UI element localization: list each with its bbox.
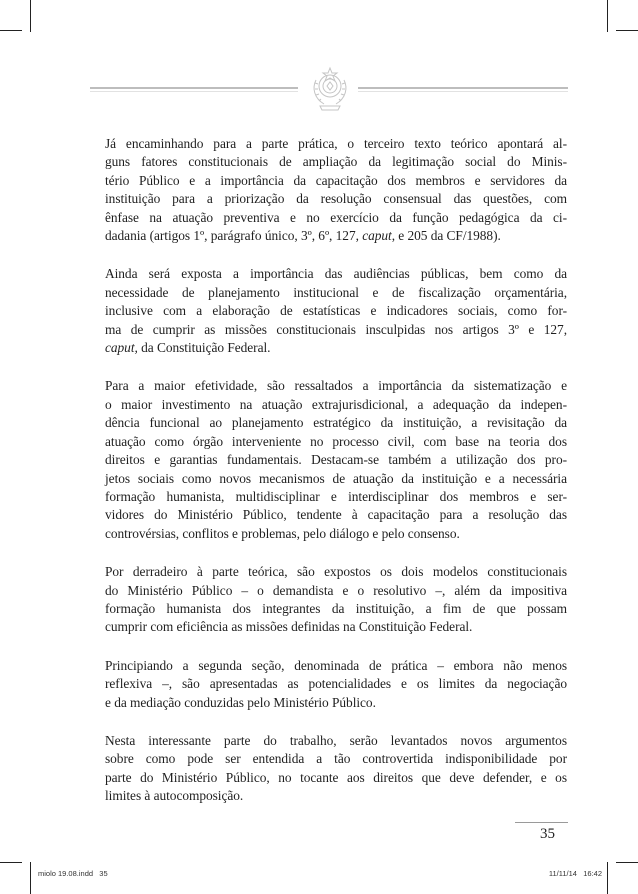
text-line: jetos sociais como novos mecanismos de atuação da instituição e a necessária [105, 470, 567, 486]
text-line: limites à autocomposição. [105, 788, 244, 804]
text-line: Ainda será exposta a importância das audiências públicas, bem como da [105, 266, 567, 282]
text-line: dadania (artigos 1º, parágrafo único, 3º, 6º, 127, caput, e 205 da CF/1988). [105, 228, 501, 244]
text-line: guns fatores constitucionais de ampliação da legitimação social do Minis- [105, 154, 567, 170]
text-line: Já encaminhando para a parte prática, o terceiro texto teórico apontará al- [105, 136, 567, 151]
crop-mark [30, 862, 31, 894]
paragraph [105, 732, 567, 806]
text-line: necessidade de planejamento institucional e de fiscalização orçamentária, [105, 284, 567, 300]
paragraph [105, 377, 567, 543]
text-line: instituição para a priorização da resolução consensual das questões, com [105, 191, 567, 207]
paragraph [105, 563, 567, 637]
print-timestamp: 11/11/14 16:42 [548, 869, 602, 878]
text-line: tério Público e a importância da capacitação dos membros e servidores da [105, 172, 567, 188]
print-file-info: miolo 19.08.indd 35 [38, 869, 108, 878]
text-line: dência funcional ao planejamento estratégico da instituição, a revisitação da [105, 415, 567, 431]
crop-mark [607, 0, 608, 32]
text-line: vidores do Ministério Público, tendente à capacitação para a resolução das [105, 507, 567, 523]
paragraph [105, 657, 567, 712]
body-text [105, 135, 567, 826]
crop-mark [616, 862, 638, 863]
text-line: controvérsias, conflitos e problemas, pelo diálogo e pelo consenso. [105, 525, 460, 541]
text-line: Nesta interessante parte do trabalho, serão levantados novos argumentos [105, 732, 567, 748]
text-line: parte do Ministério Público, no tocante aos direitos que deve defender, e os [105, 769, 567, 785]
text-line: direitos e garantias fundamentais. Destacam-se também a utilização dos pro- [105, 452, 567, 468]
text-line: e da mediação conduzidas pelo Ministério Público. [105, 694, 376, 710]
header-rule-right [358, 87, 568, 89]
paragraph [105, 265, 567, 357]
crop-mark [0, 30, 22, 31]
crop-mark [607, 862, 608, 894]
coat-of-arms-icon [306, 64, 354, 114]
text-line: sobre como pode ser entendida a tão controvertida indisponibilidade por [105, 751, 567, 767]
text-line: do Ministério Público – o demandista e o resolutivo –, além da impositiva [105, 582, 567, 598]
italic-term: caput, [105, 340, 138, 356]
text-line: atuação como órgão interveniente no processo civil, com base na teoria dos [105, 433, 567, 449]
header-rule-left [90, 87, 298, 89]
text-line: Por derradeiro à parte teórica, são expostos os dois modelos constitucionais [105, 564, 567, 580]
crop-mark [30, 0, 31, 32]
text-line: cumprir com eficiência as missões definidas na Constituição Federal. [105, 619, 473, 635]
text-line: Principiando a segunda seção, denominada de prática – embora não menos [105, 657, 567, 673]
page-number: 35 [540, 826, 555, 842]
italic-term: caput [362, 228, 392, 244]
text-line: Para a maior efetividade, são ressaltados a importância da sistematização e [105, 378, 567, 394]
text-line: ênfase na atuação preventiva e no exercício da função pedagógica da ci- [105, 209, 567, 225]
crop-mark [0, 862, 22, 863]
text-line: formação humanista, multidisciplinar e interdisciplinar dos membros e ser- [105, 488, 567, 504]
page-number-rule [515, 822, 568, 823]
text-line: caput, da Constituição Federal. [105, 340, 271, 356]
text-line: o maior investimento na atuação extrajurisdicional, a adequação da indepen- [105, 396, 567, 412]
paragraph [105, 135, 567, 245]
text-line: reflexiva –, são apresentadas as potencialidades e os limites da negociação [105, 676, 567, 692]
text-line: inclusive com a elaboração de estatísticas e indicadores sociais, como for- [105, 303, 567, 319]
page-header [90, 62, 568, 118]
crop-mark [616, 30, 638, 31]
text-line: formação humanista dos integrantes da instituição, a fim de que possam [105, 600, 567, 616]
text-line: ma de cumprir as missões constitucionais insculpidas nos artigos 3º e 127, [105, 321, 567, 337]
